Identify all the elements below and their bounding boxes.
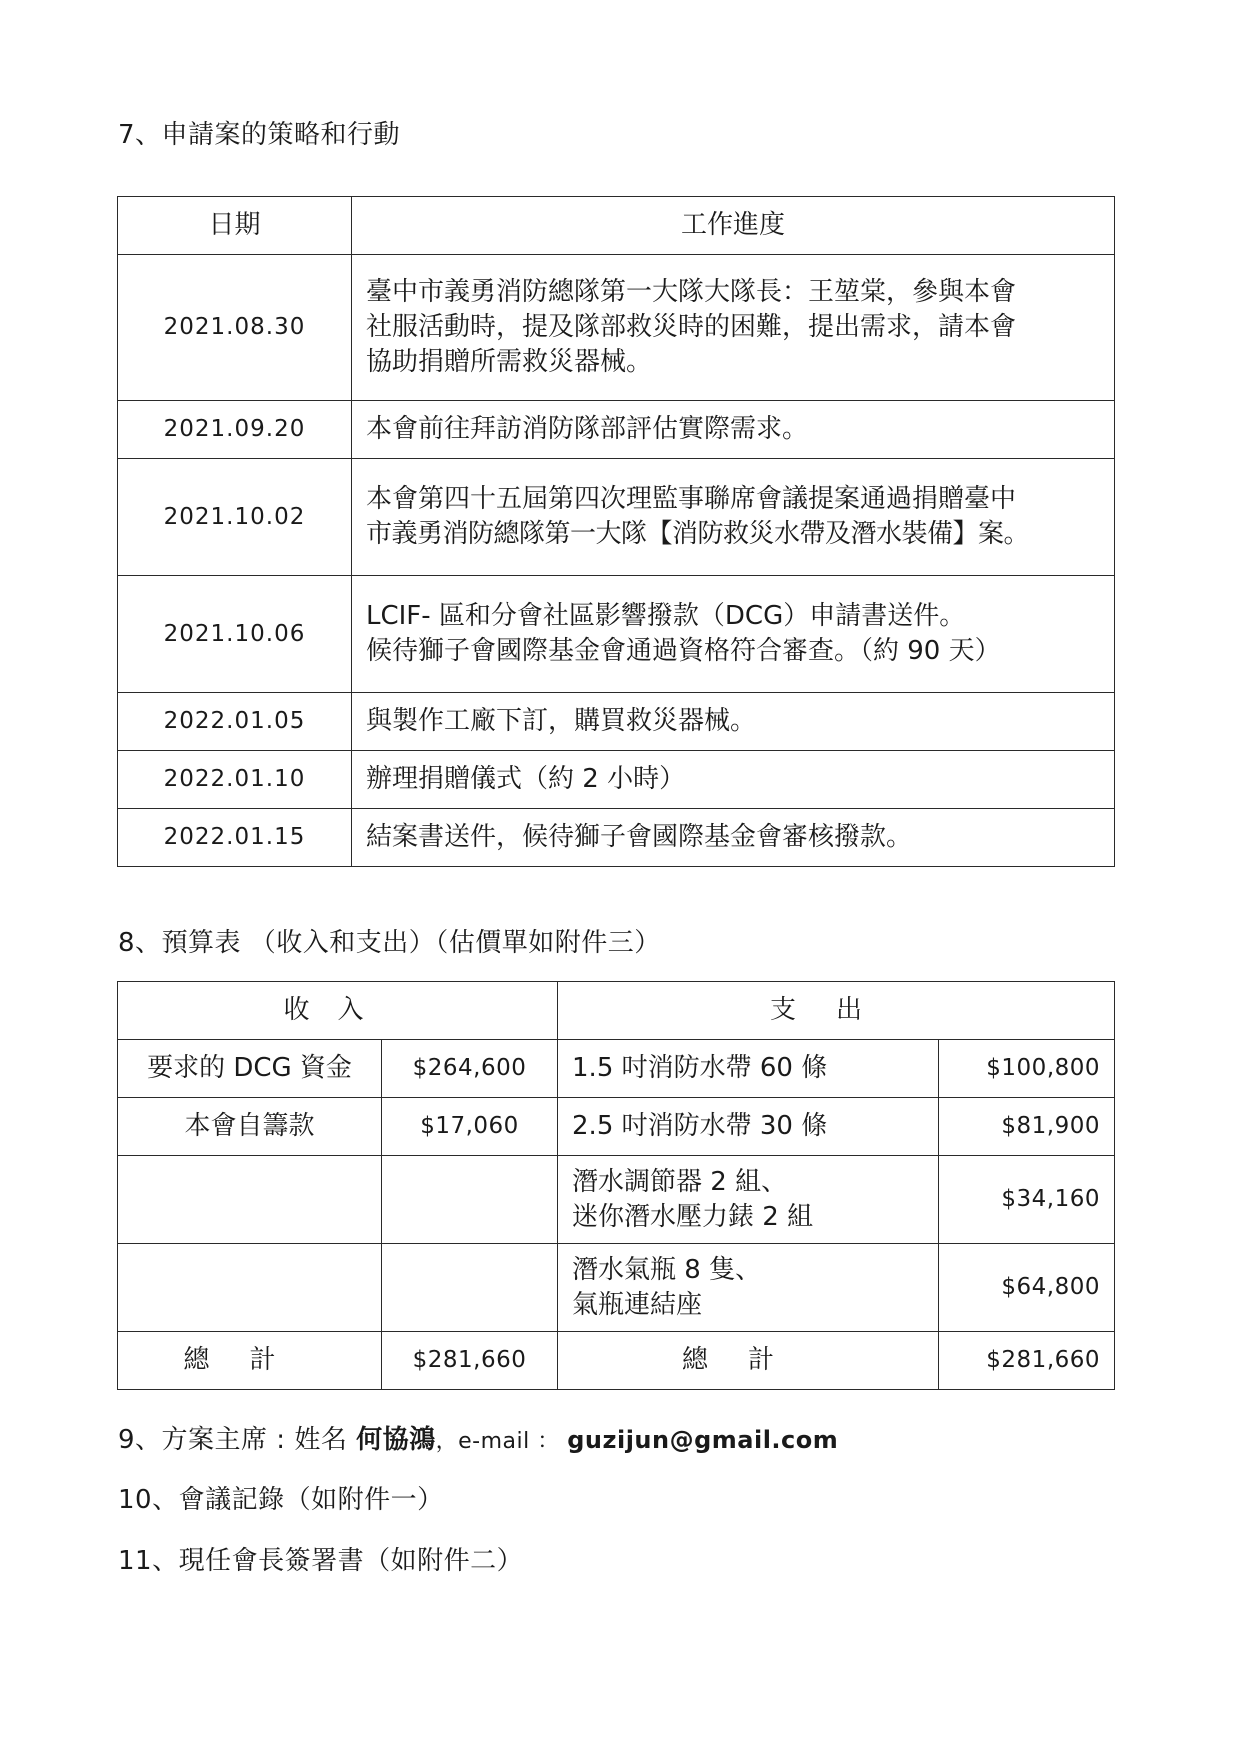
- progress-line: 辦理捐贈儀式（約 2 小時）: [366, 764, 686, 794]
- expense-item: 1.5 吋消防水帶 60 條: [558, 1040, 939, 1098]
- expense-total-label: 總計: [558, 1332, 939, 1390]
- progress-line: 候待獅子會國際基金會通過資格符合審查。（約 90 天）: [366, 636, 1001, 666]
- row-date: 2021.09.20: [118, 401, 352, 459]
- progress-table: [117, 196, 1115, 867]
- income-total: $281,660: [382, 1332, 558, 1390]
- progress-line: LCIF- 區和分會社區影響撥款（DCG）申請書送件。: [366, 601, 966, 631]
- income-amount: [382, 1156, 558, 1244]
- column-header-progress: 工作進度: [352, 197, 1115, 255]
- income-amount: $17,060: [382, 1098, 558, 1156]
- progress-line: 本會第四十五屆第四次理監事聯席會議提案通過捐贈臺中: [366, 484, 1017, 514]
- section-10-meeting-record: 10、會議記錄（如附件一）: [118, 1485, 444, 1515]
- progress-line: 與製作工廠下訂，購買救災器械。: [366, 706, 757, 736]
- table-row: [118, 255, 1115, 401]
- budget-table: [117, 981, 1115, 1390]
- income-item: 本會自籌款: [118, 1098, 382, 1156]
- table-row: [118, 751, 1115, 809]
- row-date: 2022.01.05: [118, 693, 352, 751]
- income-amount: $264,600: [382, 1040, 558, 1098]
- chairman-email[interactable]: guzijun@gmail.com: [567, 1426, 839, 1454]
- table-row: [118, 693, 1115, 751]
- chairman-name: 何協鴻: [356, 1425, 436, 1455]
- expense-amount: $34,160: [939, 1156, 1115, 1244]
- row-progress: [352, 576, 1115, 693]
- table-row: [118, 576, 1115, 693]
- section-11-president-signature: 11、現任會長簽署書（如附件二）: [118, 1546, 524, 1576]
- row-date: 2022.01.10: [118, 751, 352, 809]
- row-date: 2021.08.30: [118, 255, 352, 401]
- chairman-prefix: 9、方案主席 : 姓名: [118, 1425, 357, 1455]
- income-item: [118, 1244, 382, 1332]
- progress-line: 市義勇消防總隊第一大隊【消防救災水帶及潛水裝備】案。: [366, 519, 1030, 549]
- table-row: [118, 1098, 1115, 1156]
- column-header-date: 日期: [118, 197, 352, 255]
- income-amount: [382, 1244, 558, 1332]
- table-row: [118, 1244, 1115, 1332]
- expense-amount: $100,800: [939, 1040, 1115, 1098]
- email-label: ，e-mail ：: [435, 1429, 568, 1454]
- income-item: 要求的 DCG 資金: [118, 1040, 382, 1098]
- table-row: [118, 401, 1115, 459]
- table-row: [118, 1156, 1115, 1244]
- progress-line: 臺中市義勇消防總隊第一大隊大隊長：王堃棠，參與本會: [366, 277, 1017, 307]
- row-date: 2022.01.15: [118, 809, 352, 867]
- expense-item: 2.5 吋消防水帶 30 條: [558, 1098, 939, 1156]
- row-progress: [352, 809, 1115, 867]
- income-header: 收入: [118, 982, 558, 1040]
- progress-line: 本會前往拜訪消防隊部評估實際需求。: [366, 414, 809, 444]
- table-row: [118, 1040, 1115, 1098]
- table-row: [118, 809, 1115, 867]
- expense-header: 支出: [558, 982, 1115, 1040]
- expense-total: $281,660: [939, 1332, 1115, 1390]
- row-progress: [352, 751, 1115, 809]
- expense-item: 潛水氣瓶 8 隻、 氣瓶連結座: [558, 1244, 939, 1332]
- row-date: 2021.10.06: [118, 576, 352, 693]
- row-progress: [352, 459, 1115, 576]
- income-item: [118, 1156, 382, 1244]
- row-progress: [352, 401, 1115, 459]
- income-total-label: 總計: [118, 1332, 382, 1390]
- expense-amount: $64,800: [939, 1244, 1115, 1332]
- section-9-chairman: [118, 1419, 838, 1456]
- expense-amount: $81,900: [939, 1098, 1115, 1156]
- table-row: [118, 459, 1115, 576]
- progress-line: 社服活動時，提及隊部救災時的困難，提出需求，請本會: [366, 312, 1017, 342]
- expense-item: 潛水調節器 2 組、 迷你潛水壓力錶 2 組: [558, 1156, 939, 1244]
- row-progress: [352, 693, 1115, 751]
- progress-line: 協助捐贈所需救災器械。: [366, 347, 653, 377]
- total-row: [118, 1332, 1115, 1390]
- section-8-heading: 8、預算表 （收入和支出）（估價單如附件三）: [118, 928, 661, 958]
- section-7-heading: 7、申請案的策略和行動: [118, 120, 401, 150]
- row-progress: [352, 255, 1115, 401]
- progress-line: 結案書送件，候待獅子會國際基金會審核撥款。: [366, 822, 913, 852]
- row-date: 2021.10.02: [118, 459, 352, 576]
